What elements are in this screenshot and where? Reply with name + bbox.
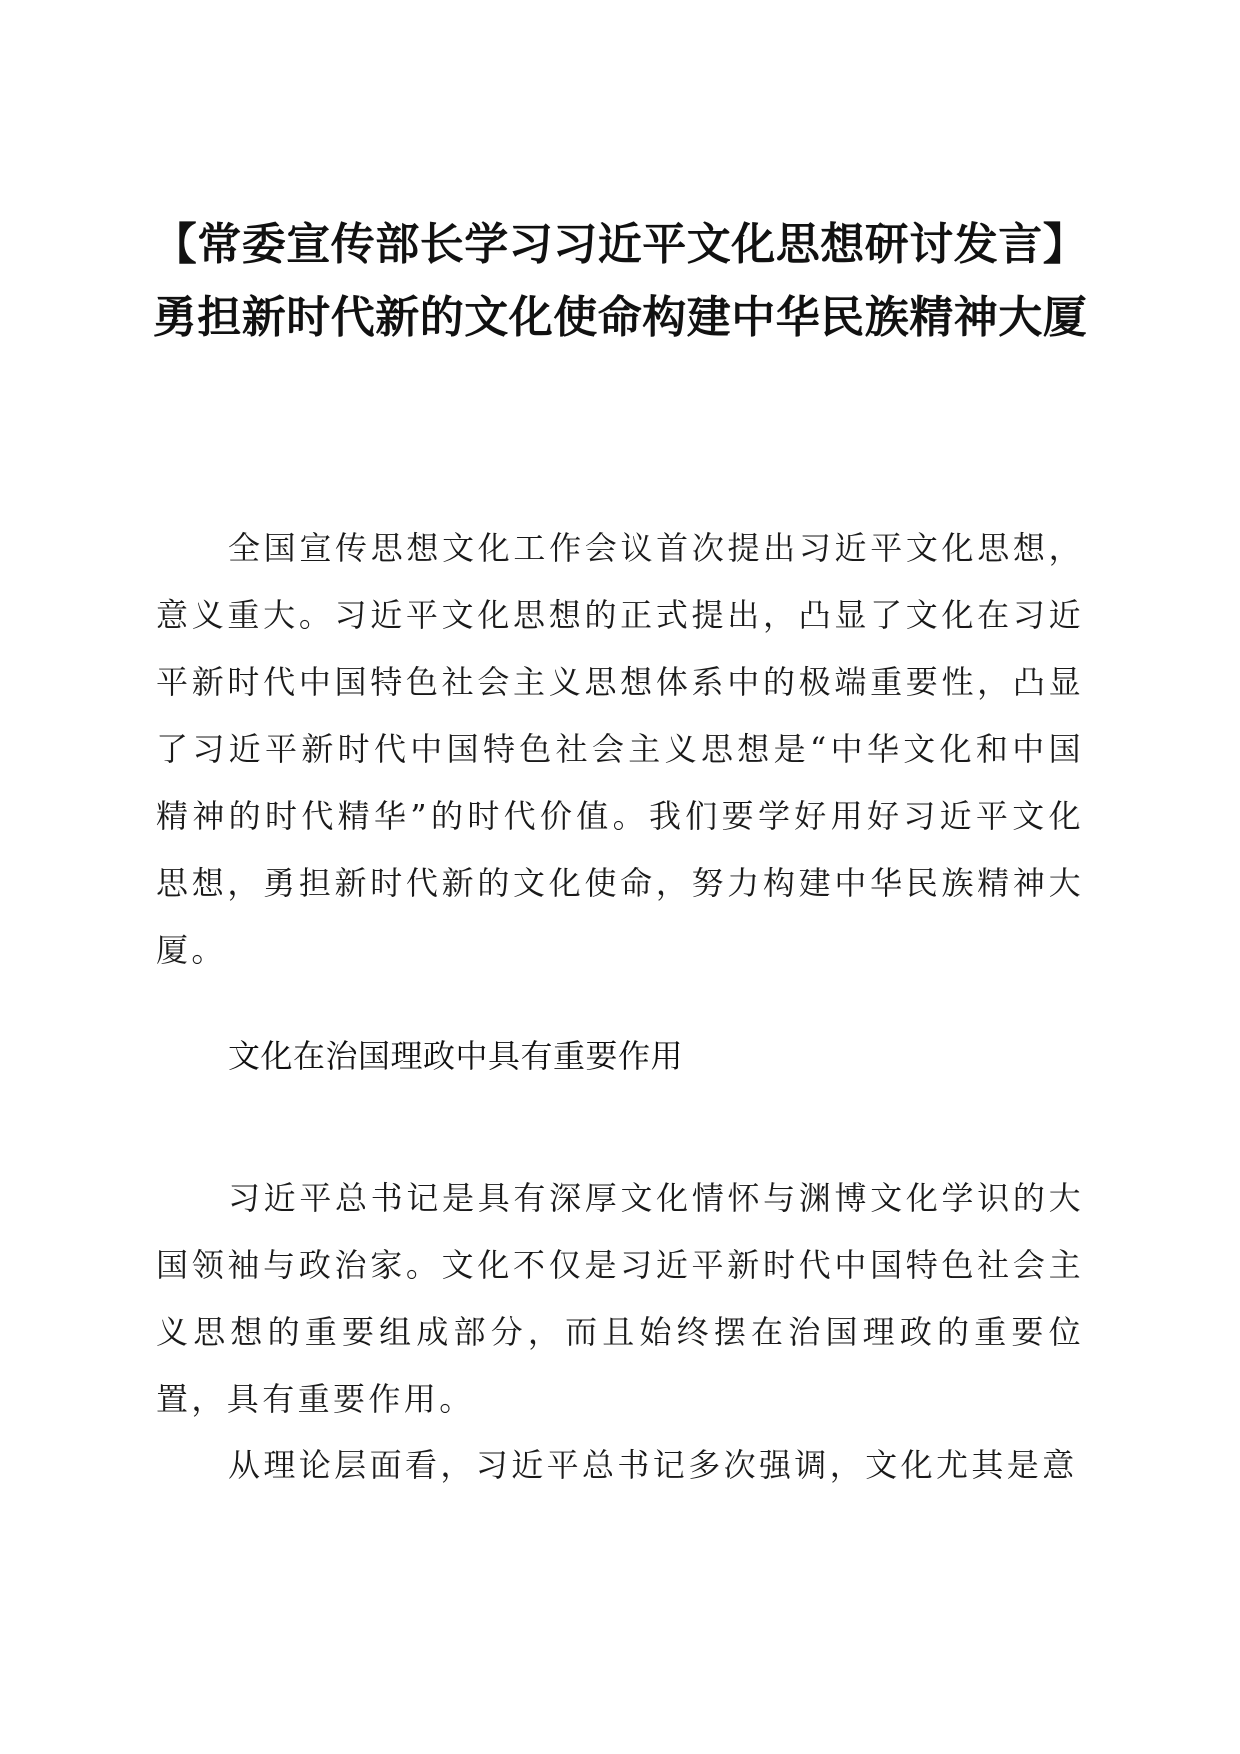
paragraph-intro: 全国宣传思想文化工作会议首次提出习近平文化思想，意义重大。习近平文化思想的正式提出，凸显了文化在习近平新时代中国特色社会主义思想体系中的极端重要性，凸显了习近平新时代中国特色社会主义思想是“中华文化和中国精神的时代精华”的时代价值。我们要学好用好习近平文化思想，勇担新时代新的文化使命，努力构建中华民族精神大厦。 bbox=[156, 529, 1084, 969]
paragraph-body: 从理论层面看，习近平总书记多次强调，文化尤其是意 bbox=[228, 1446, 1078, 1484]
document-title: 【常委宣传部长学习习近平文化思想研讨发言】勇担新时代新的文化使命构建中华民族精神大厦 bbox=[152, 219, 1088, 343]
paragraph-body: 习近平总书记是具有深厚文化情怀与渊博文化学识的大国领袖与政治家。文化不仅是习近平新时代中国特色社会主义思想的重要组成部分，而且始终摆在治国理政的重要位置，具有重要作用。 bbox=[156, 1179, 1084, 1418]
section-heading: 文化在治国理政中具有重要作用 bbox=[228, 1037, 684, 1075]
